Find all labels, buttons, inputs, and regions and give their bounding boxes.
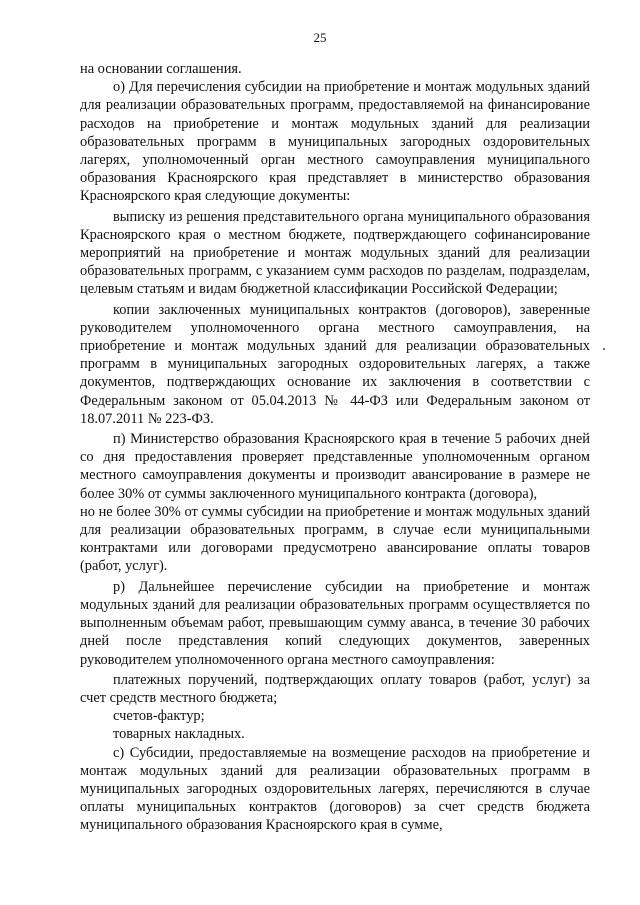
paragraph-contract-copies: копии заключенных муниципальных контрактов (договоров), заверенные руководителем уполномоченного органа местного самоуправления, на приобретение и монтаж модульных зданий для реализации образовательных программ в муниципальных загородных оздоровительных лагерях, а также документов, подтверждающих основание их заключения в соответствии с Федеральным законом от 05.04.2013 № 44-ФЗ или Федеральным законом от 18.07.2011 № 223-ФЗ. [80,301,590,427]
paragraph-item-p: п) Министерство образования Красноярского края в течение 5 рабочих дней со дня предоставления проверяет представленные уполномоченным органом местного самоуправления документы и производит авансирование в размере не более 30% от суммы заключенного муниципального контракта (договора), [80,431,590,502]
paragraph-invoices: счетов-фактур; [113,708,205,725]
paragraph-item-o: о) Для перечисления субсидии на приобретение и монтаж модульных зданий для реализации образовательных программ, предоставляемой на финансирование расходов на приобретение и монтаж модульных зданий для реализации образовательных программ в муниципальных загородных оздоровительных лагерях, уполномоченный орган местного самоуправления муниципального образования Красноярского края представляет в министерство образования Красноярского края следующие документы: [80,79,590,205]
document-body [80,60,590,835]
paragraph-item-s: с) Субсидии, предоставляемые на возмещение расходов на приобретение и монтаж модульных зданий для реализации образовательных программ в муниципальных загородных оздоровительных лагерях, перечисляются в случае оплаты муниципальных контрактов (договоров) за счет средств бюджета муниципального образования Красноярского края в сумме, [80,744,590,834]
scan-dot-mark [603,348,605,350]
paragraph-item-p-continuation: но не более 30% от суммы субсидии на приобретение и монтаж модульных зданий для реализации образовательных программ, в случае если муниципальными контрактами или договорами предусмотрено авансирование оплаты товаров (работ, услуг). [80,503,590,575]
paragraph-budget-extract: выписку из решения представительного органа муниципального образования Красноярского края о местном бюджете, подтверждающего софинансирование мероприятий на приобретение и монтаж модульных зданий для реализации образовательных программ, с указанием сумм расходов по разделам, подразделам, целевым статьям и видам бюджетной классификации Российской Федерации; [80,208,590,298]
paragraph-waybills: товарных накладных. [113,726,245,743]
page-number: 25 [313,30,327,45]
paragraph-item-r: р) Дальнейшее перечисление субсидии на приобретение и монтаж модульных зданий для реализации образовательных программ осуществляется по выполненным объемам работ, превышающим сумму аванса, в течение 30 рабочих дней после представления копий следующих документов, заверенных руководителем уполномоченного органа местного самоуправления: [80,578,590,668]
paragraph-continuation: на основании соглашения. [80,61,242,77]
paragraph-payment-orders: платежных поручений, подтверждающих оплату товаров (работ, услуг) за счет средств местного бюджета; [80,671,590,706]
